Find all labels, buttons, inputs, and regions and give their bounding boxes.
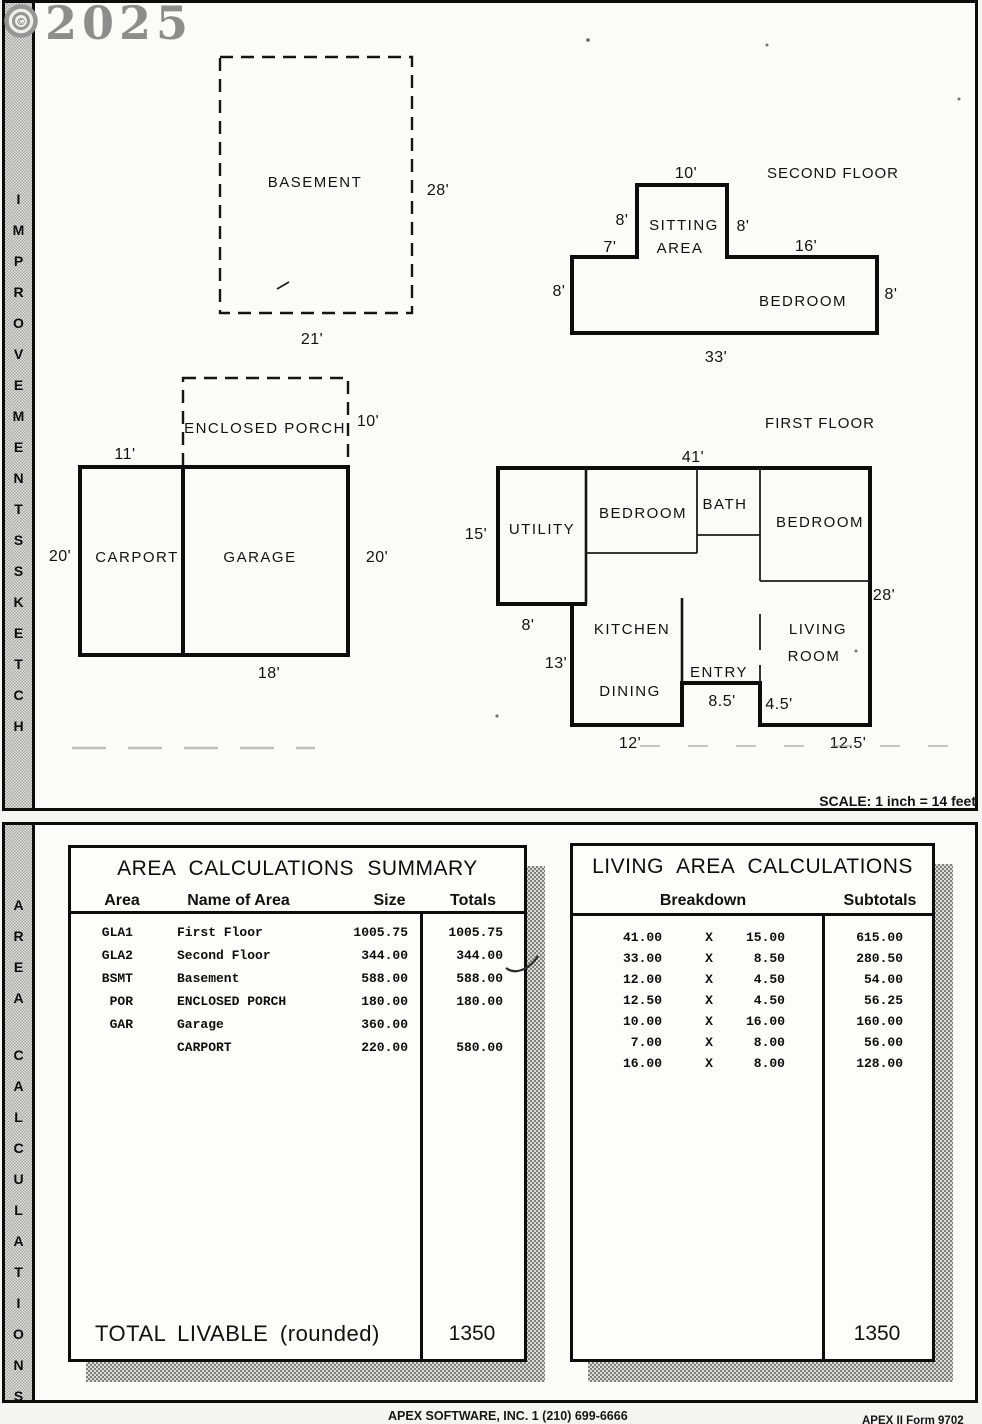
summary-cell-area: GAR	[109, 1017, 133, 1032]
sitting-area-label-1: SITTING	[649, 217, 719, 234]
dim-41: 41'	[681, 449, 705, 466]
total-livable-value: 1350	[448, 1322, 496, 1345]
living-cell-factor1: 41.00	[622, 930, 662, 945]
summary-cell-area: GLA2	[101, 948, 133, 963]
living-cell-operator: X	[705, 951, 713, 966]
living-cell-factor2: 16.00	[745, 1014, 785, 1029]
dim-16: 16'	[794, 238, 818, 255]
carport-label: CARPORT	[95, 549, 179, 566]
dim-7: 7'	[603, 239, 617, 256]
table-row	[573, 1035, 932, 1056]
living-cell-subtotal: 56.25	[863, 993, 903, 1008]
living-cell-factor2: 8.50	[753, 951, 785, 966]
summary-cell-total: 344.00	[456, 948, 503, 963]
summary-header-name: Name of Area	[187, 892, 290, 909]
basement-plan	[220, 57, 449, 348]
bath-label: BATH	[702, 496, 748, 513]
summary-cell-total: 180.00	[456, 994, 503, 1009]
dim-15: 15'	[464, 526, 488, 543]
summary-cell-size: 360.00	[361, 1017, 408, 1032]
living-cell-factor1: 12.00	[622, 972, 662, 987]
living-cell-factor1: 7.00	[630, 1035, 662, 1050]
living-cell-factor2: 4.50	[753, 993, 785, 1008]
summary-cell-total: 580.00	[456, 1040, 503, 1055]
living-cell-subtotal: 56.00	[863, 1035, 903, 1050]
summary-cell-size: 1005.75	[353, 925, 408, 940]
living-cell-factor1: 33.00	[622, 951, 662, 966]
living-cell-factor1: 16.00	[622, 1056, 662, 1071]
table-row	[71, 1040, 524, 1063]
living-cell-operator: X	[705, 972, 713, 987]
living-cell-operator: X	[705, 1056, 713, 1071]
living-cell-factor2: 4.50	[753, 972, 785, 987]
dim-20-left: 20'	[48, 548, 72, 565]
table-row	[71, 994, 524, 1017]
sidebar-word-improvements: IMPROVEMENTS	[10, 191, 27, 563]
summary-header-totals: Totals	[450, 892, 496, 909]
dim-8-left: 8'	[552, 283, 566, 300]
copyright-watermark	[2, 0, 194, 50]
living-cell-subtotal: 160.00	[856, 1014, 903, 1029]
dim-10-porch: 10'	[356, 413, 380, 430]
table-row	[573, 972, 932, 993]
summary-rows	[71, 925, 524, 1063]
first-floor-plan	[465, 415, 895, 752]
living-cell-subtotal: 280.50	[856, 951, 903, 966]
summary-cell-name: First Floor	[177, 925, 263, 940]
copyright-glyph: ©	[17, 17, 25, 28]
living-header-rule	[573, 913, 932, 916]
table-row	[71, 925, 524, 948]
summary-cell-area: BSMT	[101, 971, 133, 986]
scale-note: SCALE: 1 inch = 14 feet	[819, 793, 976, 809]
living-cell-subtotal: 128.00	[856, 1056, 903, 1071]
footer-form-number: APEX II Form 9702	[862, 1415, 964, 1424]
summary-header-size: Size	[373, 892, 406, 909]
summary-cell-area: GLA1	[101, 925, 133, 940]
living-cell-factor2: 8.00	[753, 1056, 785, 1071]
second-floor-plan	[553, 165, 899, 366]
sitting-area-label-2: AREA	[656, 240, 704, 257]
first-floor-title: FIRST FLOOR	[765, 415, 875, 432]
living-cell-factor2: 15.00	[745, 930, 785, 945]
summary-table-title: AREA CALCULATIONS SUMMARY	[117, 857, 478, 880]
living-cell-subtotal: 54.00	[863, 972, 903, 987]
kitchen-label: KITCHEN	[593, 621, 671, 638]
basement-label: BASEMENT	[267, 174, 363, 191]
summary-cell-name: ENCLOSED PORCH	[177, 994, 287, 1009]
table-row	[71, 1017, 524, 1040]
copyright-icon	[2, 2, 40, 40]
footer-company: APEX SOFTWARE, INC. 1 (210) 699-6666	[388, 1409, 628, 1423]
living-room-label-2: ROOM	[787, 648, 841, 665]
dim-12: 12'	[618, 735, 642, 752]
table-row	[573, 1056, 932, 1077]
summary-cell-name: Basement	[177, 971, 240, 986]
living-total-row	[573, 1321, 932, 1349]
summary-cell-name: CARPORT	[177, 1040, 232, 1055]
second-floor-title: SECOND FLOOR	[766, 165, 900, 182]
entry-label: ENTRY	[689, 664, 749, 681]
living-cell-subtotal: 615.00	[856, 930, 903, 945]
garage-label: GARAGE	[223, 549, 297, 566]
dim-8-right: 8'	[884, 286, 898, 303]
living-cell-factor1: 10.00	[622, 1014, 662, 1029]
summary-cell-size: 588.00	[361, 971, 408, 986]
dim-4p5: 4.5'	[765, 696, 793, 713]
dim-11: 11'	[114, 446, 136, 463]
table-row	[573, 951, 932, 972]
living-table-title: LIVING AREA CALCULATIONS	[592, 855, 913, 878]
living-header-breakdown: Breakdown	[659, 892, 747, 909]
dim-20-right: 20'	[365, 549, 389, 566]
living-cell-operator: X	[705, 1014, 713, 1029]
summary-cell-total: 588.00	[456, 971, 503, 986]
table-row	[573, 1014, 932, 1035]
sidebar-word-calculations: CALCULATIONS	[10, 1047, 27, 1419]
basement-dim-bottom: 21'	[300, 331, 324, 348]
bedroom2-label: BEDROOM	[775, 514, 865, 531]
area-calculations-sidebar	[5, 825, 35, 1419]
living-header-subtotals: Subtotals	[843, 892, 917, 909]
sidebar-word-area: AREA	[10, 897, 27, 1021]
pen-mark	[277, 282, 289, 289]
living-area-calculations-table	[570, 843, 935, 1362]
living-cell-factor2: 8.00	[753, 1035, 785, 1050]
summary-cell-name: Garage	[177, 1017, 224, 1032]
dining-label: DINING	[599, 683, 661, 700]
dim-8-left-upper: 8'	[615, 212, 629, 229]
dim-13: 13'	[544, 655, 568, 672]
table-row	[573, 930, 932, 951]
second-floor-bedroom-label: BEDROOM	[758, 293, 848, 310]
table-row	[71, 948, 524, 971]
living-cell-operator: X	[705, 930, 713, 945]
summary-cell-area: POR	[109, 994, 133, 1009]
summary-header-rule	[71, 911, 524, 914]
sidebar-word-sketch: SKETCH	[10, 563, 27, 749]
enclosed-porch-label: ENCLOSED PORCH	[184, 420, 346, 437]
dim-12p5: 12.5'	[829, 735, 867, 752]
summary-cell-total: 1005.75	[448, 925, 503, 940]
dim-33: 33'	[704, 349, 728, 366]
bedroom1-label: BEDROOM	[598, 505, 688, 522]
total-livable-label: TOTAL LIVABLE (rounded)	[95, 1321, 380, 1346]
porch-garage-plan	[49, 378, 388, 682]
dim-8-step: 8'	[521, 617, 535, 634]
utility-label: UTILITY	[508, 521, 576, 538]
living-cell-operator: X	[705, 1035, 713, 1050]
basement-dim-right: 28'	[426, 182, 450, 199]
living-cell-factor1: 12.50	[622, 993, 662, 1008]
dim-18: 18'	[257, 665, 281, 682]
dim-8p5: 8.5'	[708, 693, 736, 710]
living-total-value: 1350	[853, 1322, 901, 1345]
living-rows	[573, 930, 932, 1077]
dim-10: 10'	[674, 165, 698, 182]
table-row	[71, 971, 524, 994]
watermark-year: 2025	[45, 0, 194, 50]
living-cell-operator: X	[705, 993, 713, 1008]
table-row	[573, 993, 932, 1014]
summary-cell-size: 220.00	[361, 1040, 408, 1055]
living-room-label-1: LIVING	[788, 621, 848, 638]
summary-cell-size: 344.00	[361, 948, 408, 963]
summary-header-area: Area	[104, 892, 140, 909]
summary-total-row	[71, 1321, 524, 1349]
area-calculations-summary-table	[68, 845, 527, 1362]
summary-cell-name: Second Floor	[177, 948, 271, 963]
dim-28: 28'	[872, 587, 896, 604]
dim-8-right-upper: 8'	[736, 218, 750, 235]
second-floor-outline	[572, 185, 877, 333]
summary-cell-size: 180.00	[361, 994, 408, 1009]
